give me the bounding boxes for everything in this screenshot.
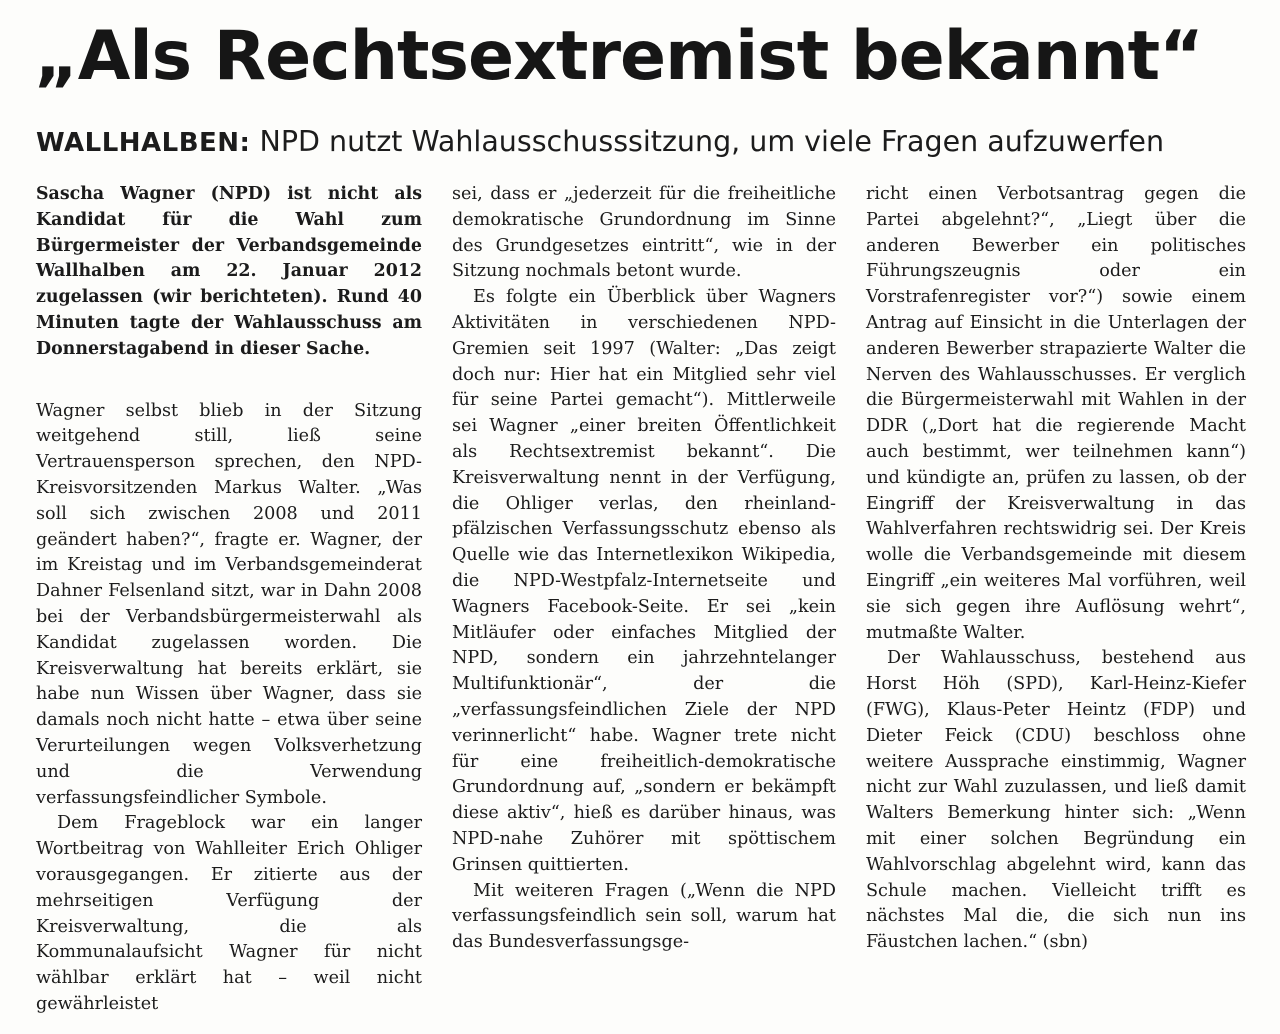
subheadline-text: NPD nutzt Wahlausschusssitzung, um viele Fragen aufzuwerfen: [250, 125, 1165, 158]
column-2: [452, 182, 836, 956]
column-1: [36, 182, 422, 1018]
location-kicker: WALLHALBEN:: [36, 128, 251, 158]
body-paragraph: Mit weiteren Fragen („Wenn die NPD verfassungsfeindlich sein soll, warum hat das Bundesverfassungsge-: [452, 880, 836, 953]
body-paragraph-continued: richt einen Verbotsantrag gegen die Partei abgelehnt?“, „Liegt über die anderen Bewerber ein politisches Führungszeugnis oder ein Vorstrafenregister vor?“) sowie einem Antrag auf Einsicht in die Unterlagen der anderen Bewerber strapazierte Walter die Nerven des Wahlausschusses. Er verglich die Bürgermeisterwahl mit Wahlen in der DDR („Dort hat die regierende Macht auch bestimmt, wer teilnehmen kann“) und kündigte an, prüfen zu lassen, ob der Eingriff der Kreisverwaltung in das Wahlverfahren rechtswidrig sei. Der Kreis wolle die Verbandsgemeinde mit diesem Eingriff „ein weiteres Mal vorführen, weil sie sich gegen ihre Auflösung wehrt“, mutmaßte Walter.: [866, 184, 1246, 643]
column-3: [866, 182, 1246, 956]
lead-paragraph: Sascha Wagner (NPD) ist nicht als Kandidat für die Wahl zum Bürgermeister der Verbandsgemeinde Wallhalben am 22. Januar 2012 zugelassen (wir berichteten). Rund 40 Minuten tagte der Wahlausschuss am Donnerstagabend in dieser Sache.: [36, 184, 422, 359]
body-paragraph: Wagner selbst blieb in der Sitzung weitgehend still, ließ seine Vertrauensperson sprechen, den NPD-Kreisvorsitzenden Markus Walter. „Was soll sich zwischen 2008 und 2011 geändert haben?“, fragte er. Wagner, der im Kreistag und im Verbandsgemeinderat Dahner Felsenland sitzt, war in Dahn 2008 bei der Verbandsbürgermeisterwahl als Kandidat zugelassen worden. Die Kreisverwaltung hat bereits erklärt, sie habe nun Wissen über Wagner, dass sie damals noch nicht hatte – etwa über seine Verurteilungen wegen Volksverhetzung und die Verwendung verfassungsfeindlicher Symbole.: [36, 400, 422, 808]
body-paragraph-continued: sei, dass er „jederzeit für die freiheitliche demokratische Grundordnung im Sinne des Grundgesetzes eintritt“, wie in der Sitzung nochmals betont wurde.: [452, 184, 836, 282]
body-paragraph: Es folgte ein Überblick über Wagners Aktivitäten in verschiedenen NPD-Gremien seit 1997 (Walter: „Das zeigt doch nur: Hier hat ein Mitglied sehr viel für seine Partei gemacht“). Mittlerweile sei Wagner „einer breiten Öffentlichkeit als Rechtsextremist bekannt“. Die Kreisverwaltung nennt in der Verfügung, die Ohliger verlas, den rheinland-pfälzischen Verfassungsschutz ebenso als Quelle wie das Internetlexikon Wikipedia, die NPD-Westpfalz-Internetseite und Wagners Facebook-Seite. Er sei „kein Mitläufer oder einfaches Mitglied der NPD, sondern ein jahrzehntelanger Multifunktionär“, der die „verfassungsfeindlichen Ziele der NPD verinnerlicht“ habe. Wagner trete nicht für eine freiheitlich-demokratische Grundordnung auf, „sondern er bekämpft diese aktiv“, hieß es darüber hinaus, was NPD-nahe Zuhörer mit spöttischem Grinsen quittierten.: [452, 287, 836, 875]
subheadline: [36, 122, 1266, 163]
headline: „Als Rechtsextremist bekannt“: [34, 17, 1203, 96]
body-paragraph: Der Wahlausschuss, bestehend aus Horst Höh (SPD), Karl-Heinz-Kiefer (FWG), Klaus-Peter Heintz (FDP) und Dieter Feick (CDU) beschloss ohne weitere Aussprache einstimmig, Wagner nicht zur Wahl zuzulassen, und ließ damit Walters Bemerkung hinter sich: „Wenn mit einer solchen Begründung ein Wahlvorschlag abgelehnt wird, kann das Schule machen. Vielleicht trifft es nächstes Mal die, die sich nun ins Fäustchen lachen.“ (sbn): [866, 648, 1246, 953]
body-paragraph: Dem Frageblock war ein langer Wortbeitrag von Wahlleiter Erich Ohliger vorausgegangen. Er zitierte aus der mehrseitigen Verfügung der Kreisverwaltung, die als Kommunalaufsicht Wagner für nicht wählbar erklärt hat – weil nicht gewährleistet: [36, 813, 422, 1014]
